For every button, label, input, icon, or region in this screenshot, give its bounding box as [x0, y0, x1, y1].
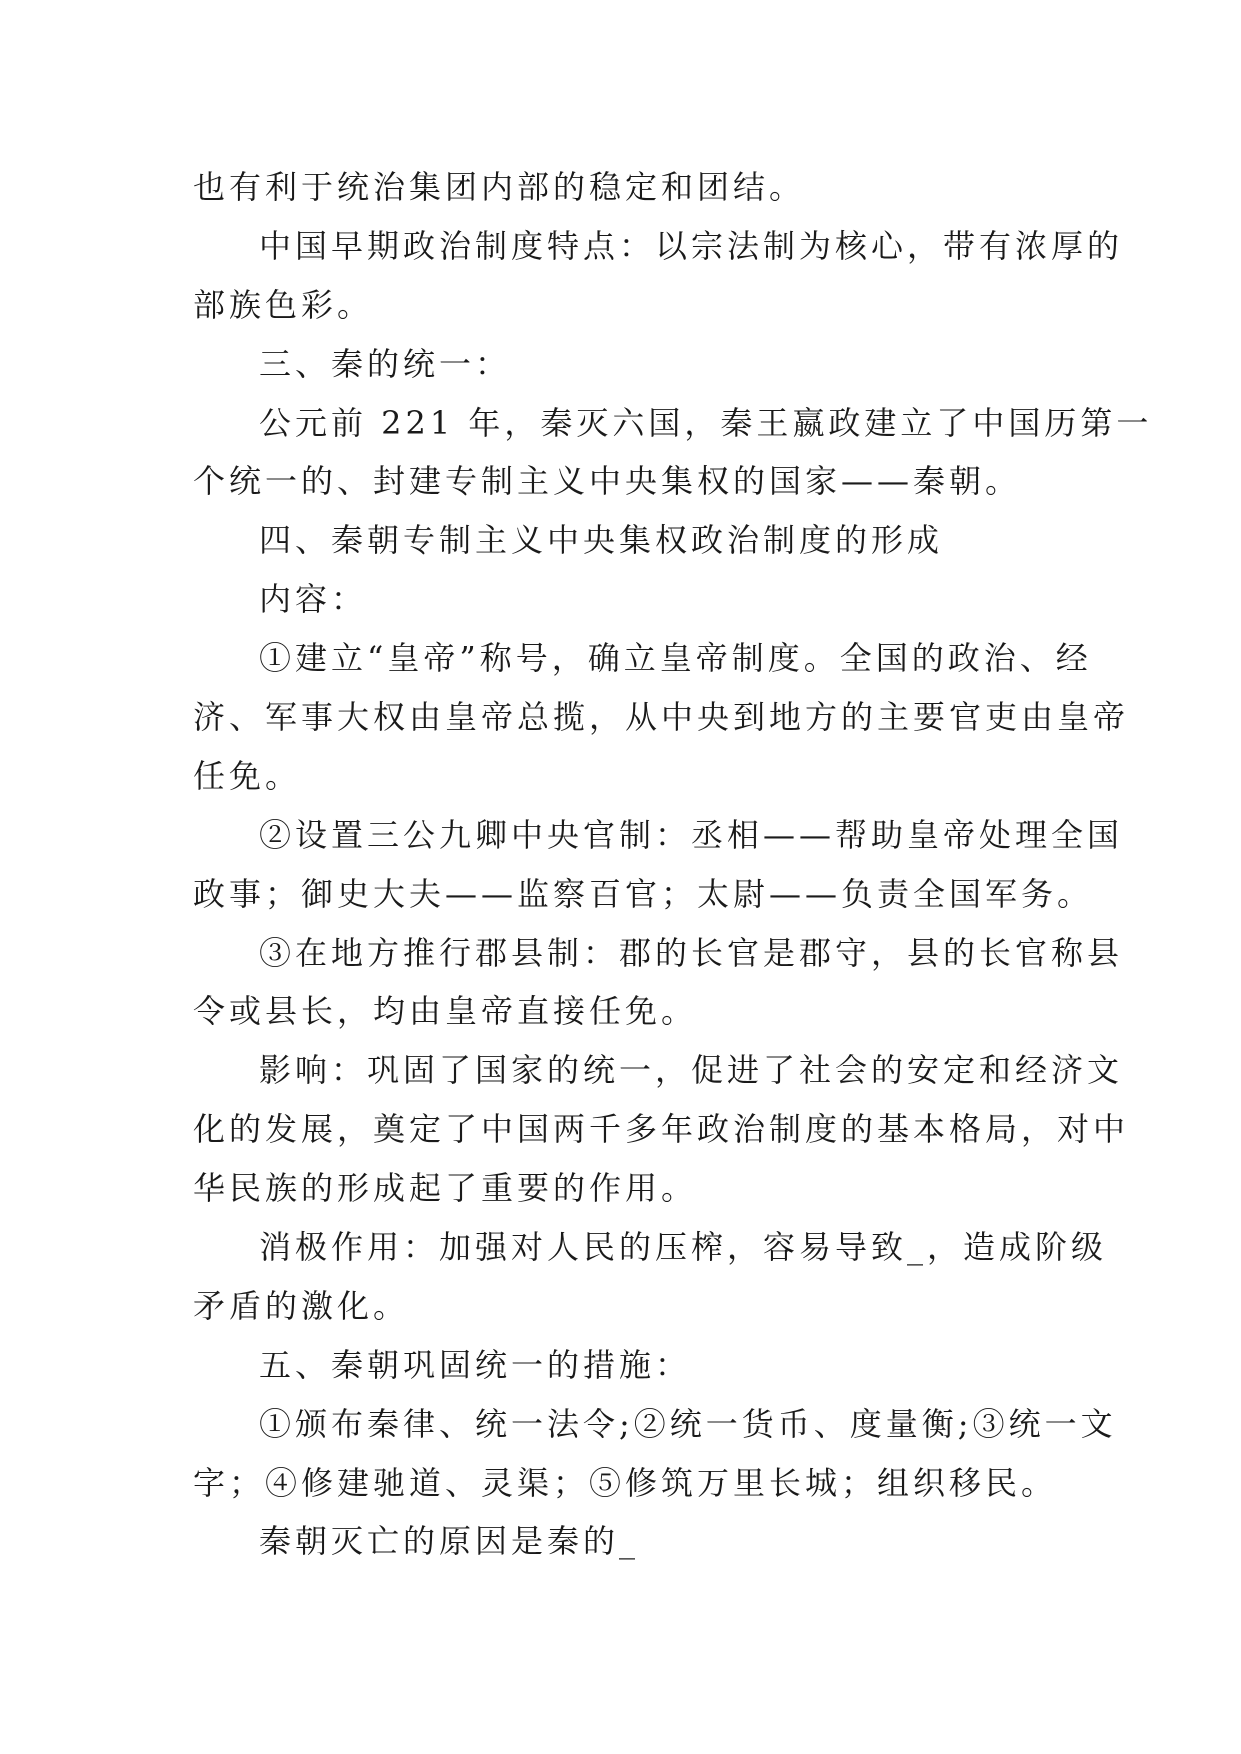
text-line: 公元前 221 年，秦灭六国，秦王嬴政建立了中国历第一 [259, 403, 1153, 442]
text-line: ③在地方推行郡县制：郡的长官是郡守，县的长官称县 [259, 933, 1124, 972]
section-heading: 四、秦朝专制主义中央集权政治制度的形成 [259, 521, 944, 560]
text-line: 消极作用：加强对人民的压榨，容易导致_，造成阶级 [259, 1228, 1108, 1267]
document-page [193, 158, 1153, 1571]
text-line: 秦朝灭亡的原因是秦的_ [259, 1522, 640, 1561]
text-line: 化的发展，奠定了中国两千多年政治制度的基本格局，对中 [193, 1110, 1130, 1149]
text-line: 华民族的形成起了重要的作用。 [193, 1169, 698, 1208]
text-line: 也有利于统治集团内部的稳定和团结。 [193, 168, 806, 206]
text-line: 令或县长，均由皇帝直接任免。 [193, 992, 698, 1031]
text-line: 矛盾的激化。 [193, 1286, 410, 1325]
text-line: 中国早期政治制度特点：以宗法制为核心，带有浓厚的 [259, 226, 1124, 265]
text-line: ②设置三公九卿中央官制：丞相——帮助皇帝处理全国 [259, 815, 1124, 854]
text-line: ①颁布秦律、统一法令;②统一货币、度量衡;③统一文 [259, 1404, 1117, 1443]
text-line: 内容： [259, 580, 368, 619]
text-line: 任免。 [193, 756, 302, 795]
text-line: 个统一的、封建专制主义中央集权的国家——秦朝。 [193, 462, 1022, 501]
section-heading: 三、秦的统一： [259, 344, 512, 383]
section-heading: 五、秦朝巩固统一的措施： [259, 1345, 692, 1384]
text-line: 政事；御史大夫——监察百官；太尉——负责全国军务。 [193, 874, 1094, 913]
text-line: 部族色彩。 [193, 285, 374, 324]
text-line: 济、军事大权由皇帝总揽，从中央到地方的主要官吏由皇帝 [193, 698, 1130, 737]
text-line: 字；④修建驰道、灵渠；⑤修筑万里长城；组织移民。 [193, 1463, 1058, 1502]
text-line: 影响：巩固了国家的统一，促进了社会的安定和经济文 [259, 1051, 1124, 1090]
text-line: ①建立“皇帝”称号，确立皇帝制度。全国的政治、经 [259, 639, 1092, 678]
